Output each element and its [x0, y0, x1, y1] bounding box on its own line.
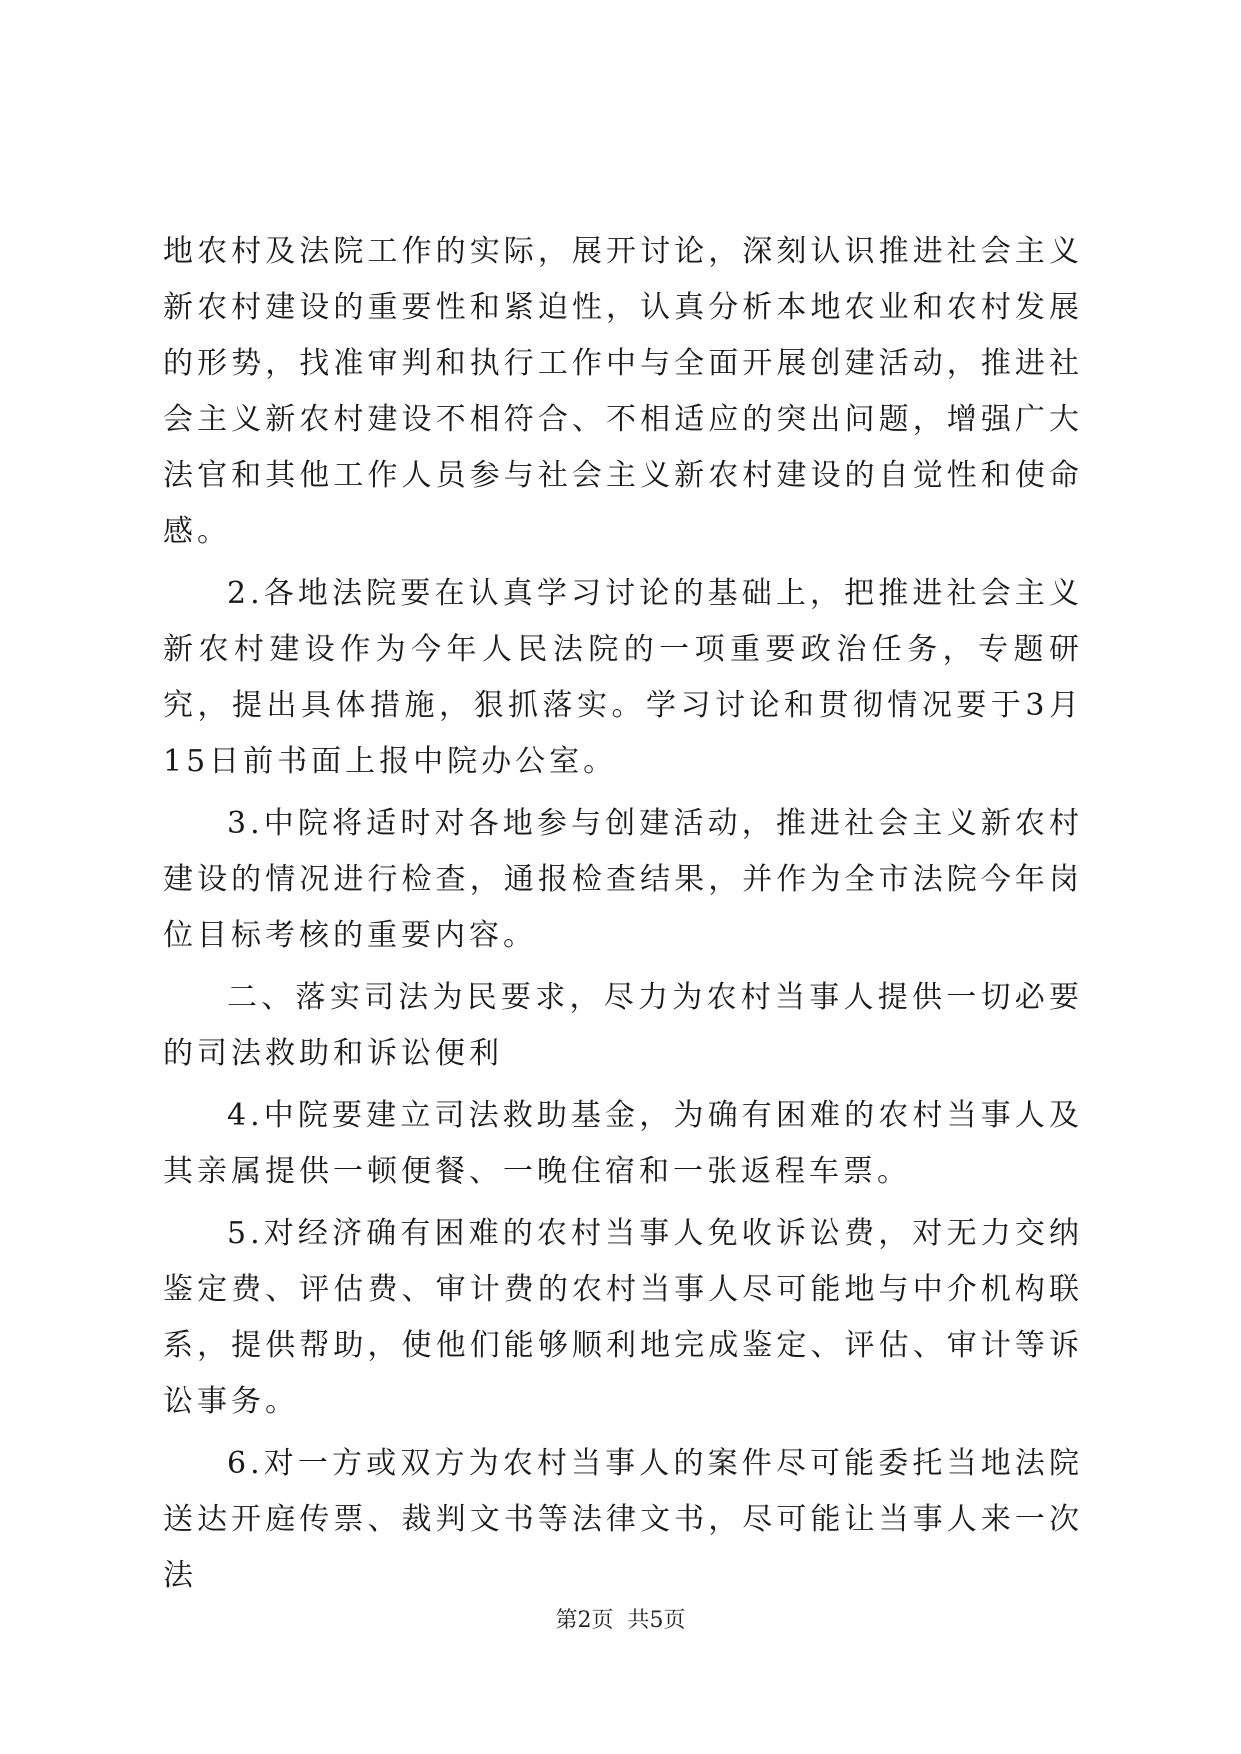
paragraph-4: 4.中院要建立司法救助基金，为确有困难的农村当事人及其亲属提供一顿便餐、一晚住宿和一张返程车票。: [163, 1098, 1083, 1189]
paragraph-3: 3.中院将适时对各地参与创建活动，推进社会主义新农村建设的情况进行检查，通报检查结果，并作为全市法院今年岗位目标考核的重要内容。: [163, 806, 1083, 953]
paragraph-1: 地农村及法院工作的实际，展开讨论，深刻认识推进社会主义新农村建设的重要性和紧迫性，认真分析本地农业和农村发展的形势，找准审判和执行工作中与全面开展创建活动，推进社会主义新农村建设不相符合、不相适应的突出问题，增强广大法官和其他工作人员参与社会主义新农村建设的自觉性和使命感。: [163, 234, 1083, 549]
document-body: [163, 224, 1083, 1610]
page-number: 第2页: [555, 1608, 614, 1633]
page-footer: [0, 1606, 1241, 1636]
paragraph-5: 5.对经济确有困难的农村当事人免收诉讼费，对无力交纳鉴定费、评估费、审计费的农村当事人尽可能地与中介机构联系，提供帮助，使他们能够顺利地完成鉴定、评估、审计等诉讼事务。: [163, 1216, 1083, 1419]
paragraph-6: 6.对一方或双方为农村当事人的案件尽可能委托当地法院送达开庭传票、裁判文书等法律文书，尽可能让当事人来一次法: [163, 1446, 1083, 1593]
paragraph-2: 2.各地法院要在认真学习讨论的基础上，把推进社会主义新农村建设作为今年人民法院的一项重要政治任务，专题研究，提出具体措施，狠抓落实。学习讨论和贯彻情况要于3月15日前书面上报中院办公室。: [163, 576, 1083, 779]
section-heading-2: 二、落实司法为民要求，尽力为农村当事人提供一切必要的司法救助和诉讼便利: [163, 980, 1083, 1071]
page-total: 共5页: [627, 1608, 686, 1633]
